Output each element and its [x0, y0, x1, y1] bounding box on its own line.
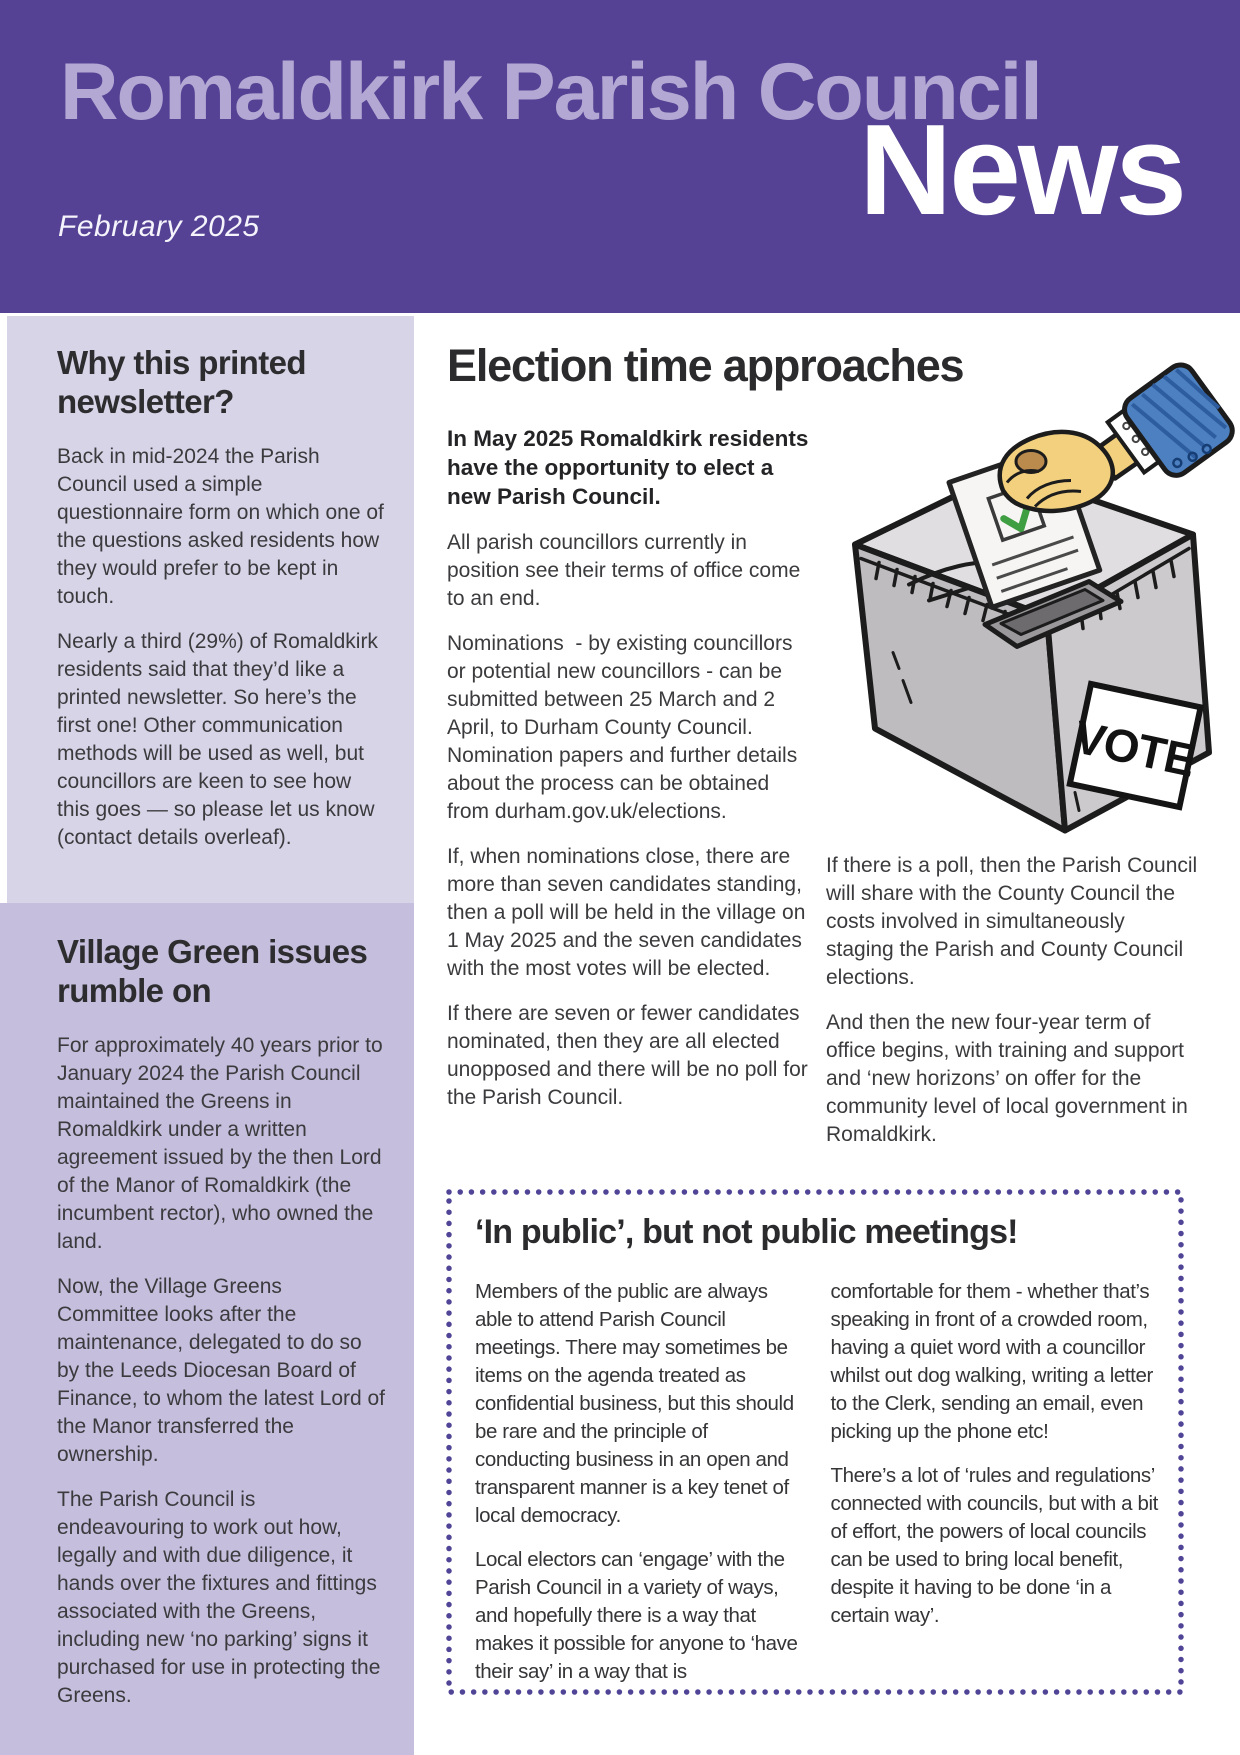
- paragraph: If, when nominations close, there are more than seven candidates standing, then a poll will be held in the village on 1 May 2025 and the seven candidates with the most votes will be elected.: [447, 845, 806, 980]
- paragraph: Now, the Village Greens Committee looks after the maintenance, delegated to do so by the Leeds Diocesan Board of Finance, to whom the latest Lord of the Manor transferred the ownership.: [57, 1275, 386, 1467]
- in-public-columns: [444, 1252, 1186, 1702]
- ballot-box-icon: [845, 362, 1240, 848]
- paragraph: Local electors can ‘engage’ with the Parish Council in a variety of ways, and hopefully there is a way that makes it possible for anyone to ‘have their say’ in a way that is: [475, 1548, 798, 1683]
- ballot-box-illustration: [845, 362, 1240, 848]
- paragraph: comfortable for them - whether that’s speaking in front of a crowded room, having a quiet word with a councillor whilst out dog walking, writing a letter to the Clerk, sending an email, even picking up the phone etc!: [830, 1280, 1153, 1443]
- in-public-heading: ‘In public’, but not public meetings!: [475, 1213, 1018, 1251]
- paragraph: Back in mid-2024 the Parish Council used a simple questionnaire form on which one of the questions asked residents how they would prefer to be kept in touch.: [57, 445, 384, 609]
- paragraph: The Parish Council is endeavouring to work out how, legally and with due diligence, it hands over the fixtures and fittings associated with the Greens, including new ‘no parking’ signs it purchased for use in protecting the Greens.: [57, 1488, 381, 1708]
- paragraph: All parish councillors currently in position see their terms of office come to an end.: [447, 531, 801, 610]
- article-column-left: [447, 424, 815, 1129]
- paragraph: Nearly a third (29%) of Romaldkirk residents said that they’d like a printed newsletter. So here’s the first one! Other communication methods will be used as well, but councillors are keen to see how this goes — so please let us know (contact details overleaf).: [57, 630, 378, 850]
- sidebar-heading-why-newsletter: Why this printed newsletter?: [57, 344, 306, 420]
- vote-label: VOTE: [1069, 710, 1200, 787]
- paragraph: If there is a poll, then the Parish Council will share with the County Council the costs involved in simultaneously staging the Parish and County Council elections.: [826, 854, 1198, 989]
- paragraph: There’s a lot of ‘rules and regulations’ connected with councils, but with a bit of effort, the powers of local councils can be used to bring local benefit, despite it having to be done ‘in a certain way’.: [830, 1464, 1158, 1627]
- paragraph: Nominations - by existing councillors or potential new councillors - can be submitted between 25 March and 2 April, to Durham County Council. Nomination papers and further details about the process can be obtained from durham.gov.uk/elections.: [447, 632, 798, 823]
- masthead: [0, 0, 1240, 313]
- sidebar-section-village-green: [0, 903, 414, 1755]
- article-column-right: [826, 852, 1198, 1166]
- paragraph: And then the new four-year term of office begins, with training and support and ‘new horizons’ on offer for the community level of local government in Romaldkirk.: [826, 1011, 1188, 1146]
- in-public-column-left: [475, 1278, 805, 1702]
- masthead-news-wordmark: News: [859, 98, 1184, 242]
- sidebar-heading-village-green: Village Green issues rumble on: [57, 933, 368, 1009]
- hand-icon: [1000, 432, 1113, 511]
- paragraph: If there are seven or fewer candidates nominated, then they are all elected unopposed and there will be no poll for the Parish Council.: [447, 1002, 808, 1109]
- article-intro: In May 2025 Romaldkirk residents have the opportunity to elect a new Parish Council.: [447, 426, 809, 509]
- sidebar-section-why-newsletter: [7, 316, 414, 903]
- paragraph: Members of the public are always able to attend Parish Council meetings. There may sometimes be items on the agenda treated as confidential business, but this should be rare and the principle of conducting business in an open and transparent manner is a key tenet of local democracy.: [475, 1280, 794, 1527]
- article-heading-election: Election time approaches: [447, 340, 964, 391]
- in-public-column-right: [831, 1278, 1161, 1702]
- vote-panel: [1065, 683, 1205, 808]
- paragraph: For approximately 40 years prior to January 2024 the Parish Council maintained the Greens in Romaldkirk under a written agreement issued by the then Lord of the Manor of Romaldkirk (the incumbent rector), who owned the land.: [57, 1034, 383, 1254]
- in-public-box: [444, 1187, 1186, 1697]
- issue-date: February 2025: [58, 210, 260, 243]
- council-title: Romaldkirk Parish Council: [60, 47, 1041, 137]
